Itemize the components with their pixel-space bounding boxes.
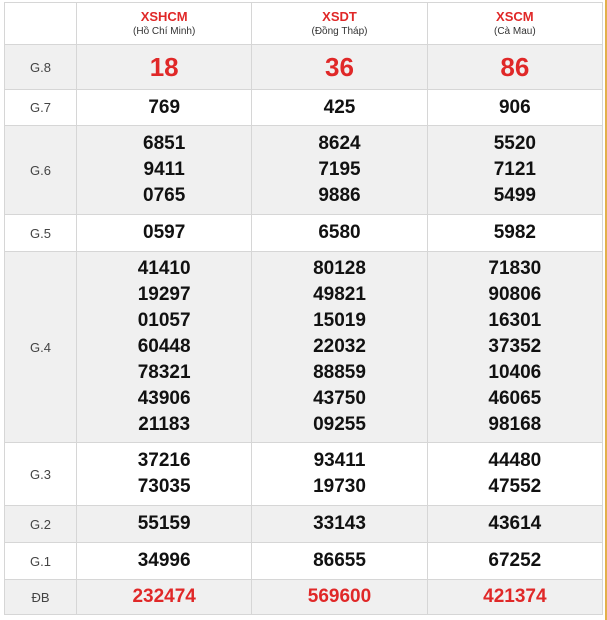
prize-row-special [5,580,603,615]
result-cell [252,543,427,580]
result-cell [77,252,252,443]
result-number: 86 [500,52,530,82]
result-cell [252,506,427,543]
result-cell [252,443,427,506]
result-cell [252,252,427,443]
header-col-hcm[interactable] [77,3,252,45]
result-cell [252,45,427,90]
result-number: 9886 [318,185,361,206]
result-cell [77,215,252,252]
result-number: 21183 [138,414,191,435]
result-number: 86655 [313,550,366,571]
result-cell [427,252,602,443]
result-number: 9411 [143,159,185,180]
result-number: 5982 [493,222,536,243]
result-cell [427,45,602,90]
special-result-number: 421374 [483,586,547,607]
province-name: (Cà Mau) [493,26,536,37]
result-number: 769 [148,96,181,118]
result-number: 7121 [493,159,536,180]
result-cell [427,90,602,126]
result-number: 49821 [313,284,366,305]
result-number: 73035 [137,476,191,497]
result-number: 01057 [137,310,191,331]
result-number: 41410 [137,258,191,279]
lottery-results-table [4,2,603,615]
province-code: XSHCM [140,9,188,24]
result-number: 37352 [488,336,542,357]
result-number: 16301 [488,310,542,331]
prize-label: G.4 [5,252,77,443]
result-number: 0765 [143,185,186,206]
result-number: 5499 [493,185,536,206]
special-result-number: 232474 [132,586,196,607]
prize-label: ĐB [5,580,77,615]
result-number: 10406 [488,362,542,383]
prize-label: G.3 [5,443,77,506]
result-number: 43750 [313,388,366,409]
result-cell [427,443,602,506]
result-number: 71830 [488,258,542,279]
result-cell [77,543,252,580]
prize-label: G.1 [5,543,77,580]
prize-label: G.8 [5,45,77,90]
prize-label: G.7 [5,90,77,126]
result-number: 55159 [137,513,191,534]
result-cell [252,580,427,615]
result-number: 78321 [137,362,191,383]
result-number: 90806 [488,284,542,305]
result-number: 22032 [313,336,366,357]
result-number: 60448 [137,336,191,357]
header-corner [5,3,77,45]
result-number: 46065 [488,388,542,409]
province-code: XSDT [322,9,357,24]
result-number: 80128 [313,258,366,279]
result-number: 43906 [137,388,191,409]
result-number: 19730 [313,476,366,497]
result-number: 8624 [318,133,361,154]
prize-label: G.5 [5,215,77,252]
result-cell [77,580,252,615]
result-cell [77,506,252,543]
result-number: 67252 [488,550,542,571]
prize-row-g7 [5,90,603,126]
result-number: 33143 [313,513,366,534]
result-cell [427,543,602,580]
result-number: 34996 [137,550,191,571]
prize-row-g1 [5,543,603,580]
result-number: 6580 [318,222,361,243]
result-cell [252,215,427,252]
province-name: (Hồ Chí Minh) [133,26,196,37]
table-header-row [5,3,603,45]
result-number: 98168 [488,414,542,435]
header-col-dt[interactable] [252,3,427,45]
result-number: 93411 [313,450,366,471]
header-col-cm[interactable] [427,3,602,45]
prize-row-g6 [5,126,603,215]
prize-label: G.6 [5,126,77,215]
result-cell [427,215,602,252]
result-number: 906 [498,96,531,118]
result-cell [77,90,252,126]
prize-row-g2 [5,506,603,543]
result-number: 15019 [313,310,366,331]
prize-row-g3 [5,443,603,506]
result-cell [252,126,427,215]
result-number: 09255 [313,414,366,435]
prize-row-g5 [5,215,603,252]
result-number: 18 [149,52,179,82]
result-number: 43614 [488,513,542,534]
result-number: 19297 [137,284,191,305]
result-number: 5520 [493,133,536,154]
result-number: 36 [325,52,354,82]
special-result-number: 569600 [307,586,372,607]
result-number: 47552 [488,476,542,497]
result-number: 37216 [137,450,191,471]
result-number: 88859 [313,362,366,383]
prize-row-g8 [5,45,603,90]
result-cell [427,506,602,543]
result-number: 7195 [318,159,361,180]
result-number: 425 [323,96,356,118]
prize-row-g4 [5,252,603,443]
result-number: 44480 [488,450,542,471]
result-cell [77,443,252,506]
result-number: 0597 [143,222,186,243]
province-code: XSCM [496,9,534,24]
result-cell [252,90,427,126]
result-number: 6851 [143,133,186,154]
result-cell [427,580,602,615]
result-cell [427,126,602,215]
prize-label: G.2 [5,506,77,543]
province-name: (Đồng Tháp) [311,26,368,37]
result-cell [77,126,252,215]
result-cell [77,45,252,90]
